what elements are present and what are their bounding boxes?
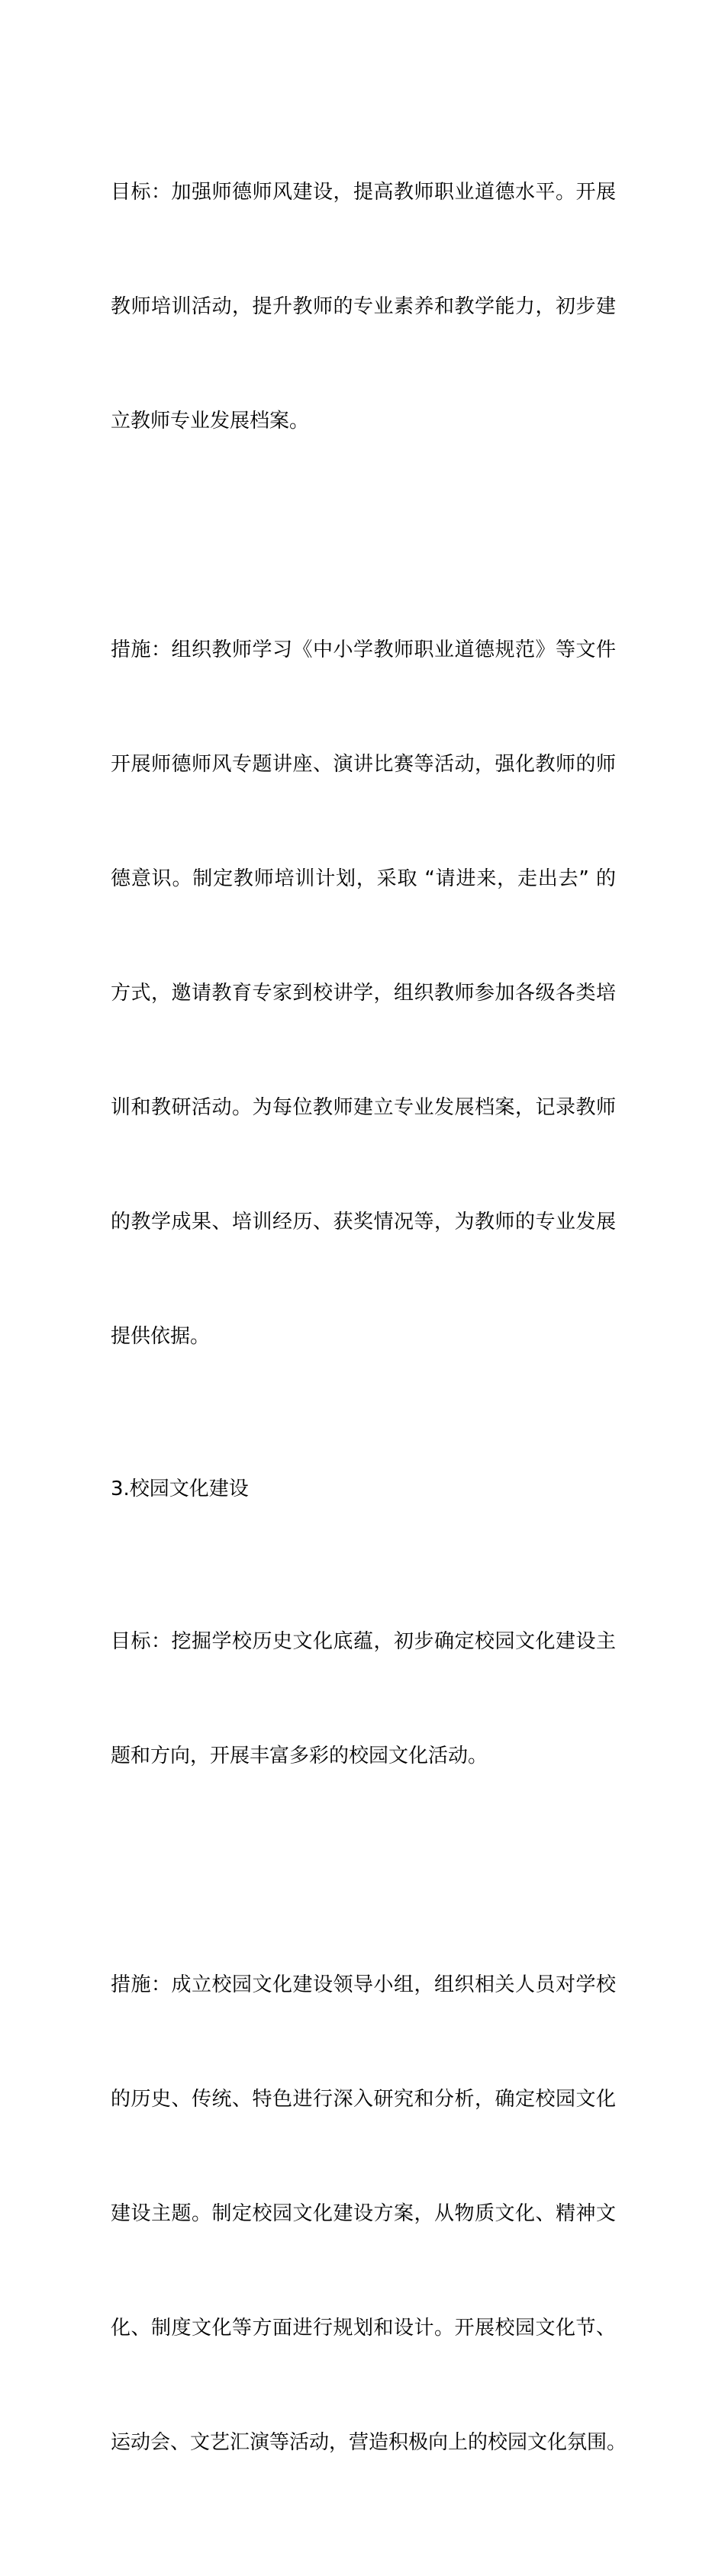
paragraph-culture-measures [111,1889,627,2538]
text-line: 提供依据。 [111,1325,211,1348]
paragraph-teacher-measures [111,555,616,1432]
text-line: 运动会、文艺汇演等活动，营造积极向上的校园文化氛围。 [111,2431,627,2454]
text-line: 的历史、传统、特色进行深入研究和分析，确定校园文化 [111,2088,616,2111]
document-page [111,97,627,2576]
text-line: 立教师专业发展档案。 [111,410,310,433]
text-line: 教师培训活动，提升教师的专业素养和教学能力，初步建 [111,295,616,318]
text-line: 开展师德师风专题讲座、演讲比赛等活动，强化教师的师 [111,753,616,776]
text-line: 训和教研活动。为每位教师建立专业发展档案，记录教师 [111,1096,616,1119]
text-line: 目标：挖掘学校历史文化底蕴，初步确定校园文化建设主 [111,1630,616,1653]
text-line: 的教学成果、培训经历、获奖情况等，为教师的专业发展 [111,1211,616,1233]
paragraph-culture-goal [111,1546,616,1851]
section-heading-campus-culture: 3.校园文化建设 [111,1478,249,1500]
text-line: 措施：组织教师学习《中小学教师职业道德规范》等文件 [111,638,616,661]
text-line: 目标：加强师德师风建设，提高教师职业道德水平。开展 [111,181,616,204]
text-line: 措施：成立校园文化建设领导小组，组织相关人员对学校 [111,1973,616,1996]
text-line: 题和方向，开展丰富多彩的校园文化活动。 [111,1745,488,1767]
text-line: 建设主题。制定校园文化建设方案，从物质文化、精神文 [111,2202,616,2225]
text-line: 方式，邀请教育专家到校讲学，组织教师参加各级各类培 [111,982,616,1005]
paragraph-teacher-goal [111,97,616,516]
text-line: 德意识。制定教师培训计划，采取 “请进来，走出去” 的 [111,867,616,890]
text-line: 化、制度文化等方面进行规划和设计。开展校园文化节、 [111,2317,616,2340]
